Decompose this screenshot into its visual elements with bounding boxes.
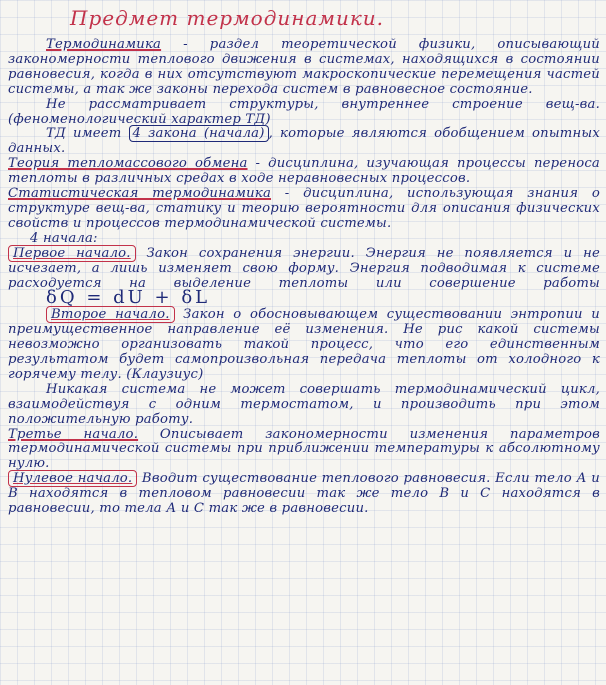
definition-text: - раздел теоретической физики, описывающий закономерности теплового движения в системах, находящихся в состоянии равновесия, когда в них отсутствуют макроскопические перемещения частей системы, а так же законы перехода систем в равновесное состояние. — [8, 37, 600, 97]
first-law-formula: δQ = dU + δL — [46, 287, 211, 309]
term-second-law: Второе начало. — [46, 306, 175, 323]
paragraph-four-laws — [8, 127, 600, 157]
laws-rest: , которые являются обобщением опытных данных. — [8, 126, 600, 157]
paragraph-second-law-cont — [8, 383, 600, 428]
zeroth-law-text: Вводит существование теплового равновесия. Если тело А и В находятся в тепловом равновесии так же тело В и С находятся в равновесии, то тела А и С так же в равновесии. — [8, 471, 600, 517]
third-law-text: Описывает закономерности изменения параметров термодинамической системы при приближении температуры к абсолютному нулю. — [8, 426, 600, 472]
term-heat-mass-transfer: Теория тепломассового обмена — [8, 156, 248, 172]
paragraph-thermodynamics-definition — [8, 38, 600, 98]
heat-mass-text: - дисциплина, изучающая процессы переноса теплоты в различных средах в ходе неравновесных процессов. — [8, 156, 600, 187]
paragraph-zeroth-law — [8, 472, 600, 517]
notes-body — [8, 38, 600, 517]
term-thermodynamics: Термодинамика — [46, 37, 162, 52]
paragraph-second-law — [8, 308, 600, 383]
second-law-text: Закон о обосновывающем существовании энтропии и преимущественное направление её изменения. Не рис какой системы невозможно организовать такой процесс, что его единственным результатом будет самопроизвольная передача теплоты от холодного к горячему телу. (Клаузиус) — [8, 307, 600, 382]
laws-lead: ТД имеет — [46, 126, 129, 142]
paragraph-third-law — [8, 428, 600, 473]
term-zeroth-law: Нулевое начало. — [8, 470, 137, 487]
first-law-text: Закон сохранения энергии. Энергия не появляется и не исчезает, а лишь изменяет свою форму. Энергия подводимая к системе расходуется на выделение теплоты или совершение работы — [8, 245, 600, 291]
term-first-law: Первое начало. — [8, 245, 136, 262]
term-third-law: Третье начало. — [8, 426, 139, 442]
structure-text: Не рассматривает структуры, внутреннее строение вещ-ва. (феноменологический характер ТД) — [8, 96, 600, 127]
page-title: Предмет термодинамики. — [70, 6, 385, 30]
paragraph-structure — [8, 98, 600, 128]
paragraph-first-law — [8, 247, 600, 309]
statistical-text: - дисциплина, использующая знания о структуре вещ-ва, статику и теорию вероятности для описания физических свойств и процессов термодинамической системы. — [8, 186, 601, 231]
term-statistical-thermodynamics: Статистическая термодинамика — [8, 186, 272, 202]
laws-boxed: 4 закона (начала) — [129, 125, 269, 142]
paragraph-heat-mass-transfer — [8, 157, 600, 187]
second-law-cont-text: Никакая система не может совершать термодинамический цикл, взаимодействуя с одним термостатом, и производить при этом положительную работу. — [8, 381, 600, 427]
paragraph-statistical-thermodynamics — [8, 187, 600, 232]
laws-label: 4 начала: — [30, 230, 98, 246]
